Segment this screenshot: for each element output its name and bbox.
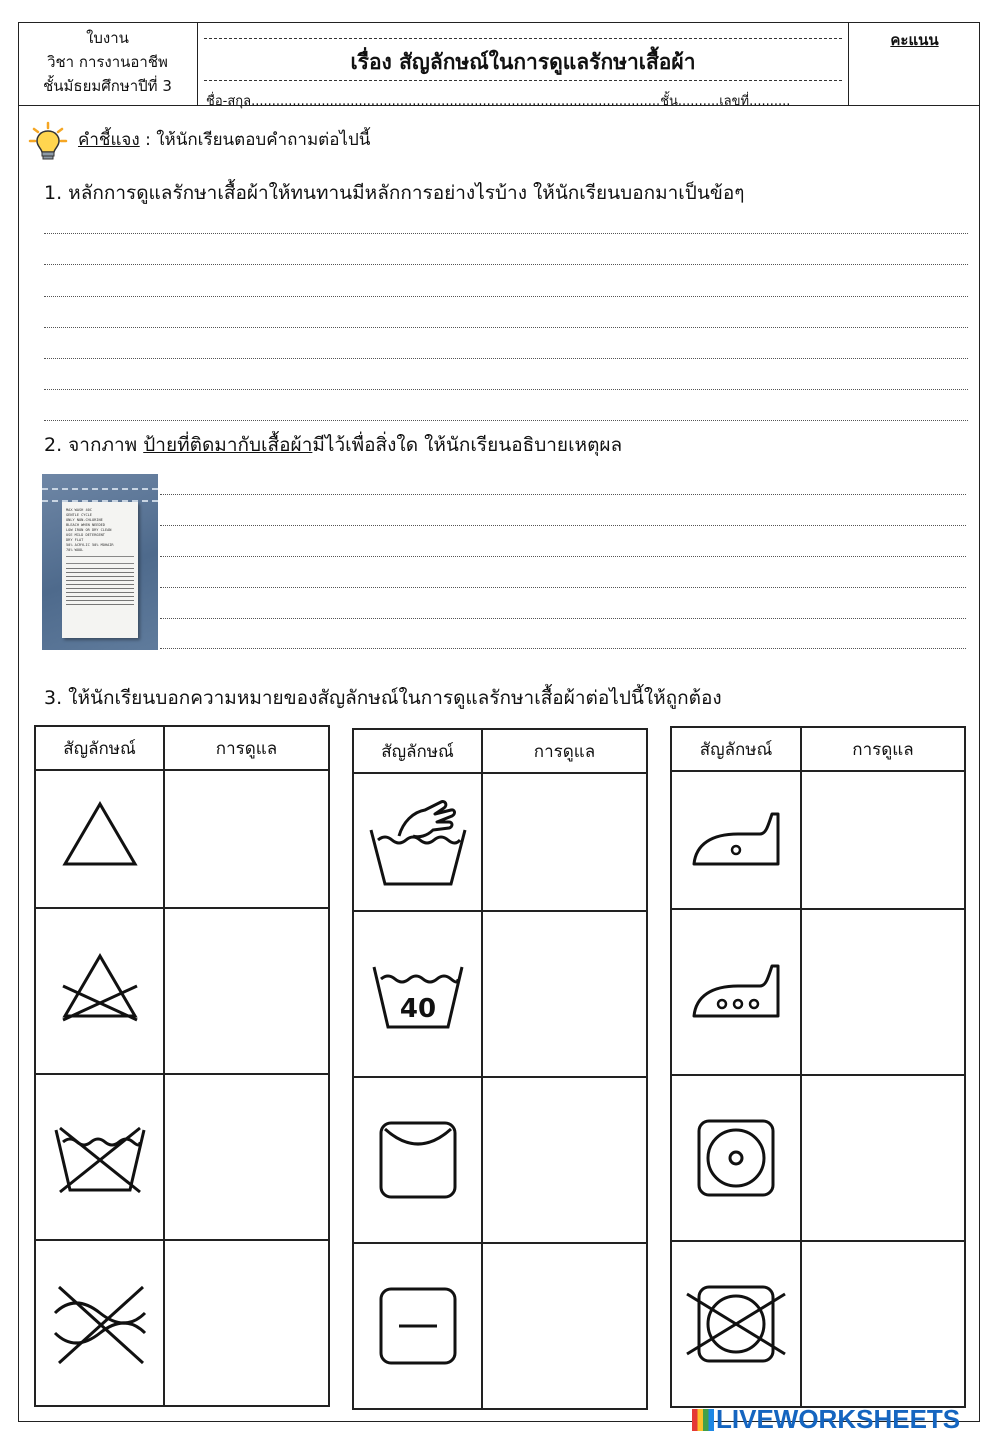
symbol-cell [35, 1074, 164, 1240]
question-2-suffix: มีไว้เพื่อสิ่งใด ให้นักเรียนอธิบายเหตุผล [312, 434, 623, 456]
subject-label: วิชา การงานอาชีพ [47, 53, 168, 71]
tag-text-line: MAX WASH 40C [66, 508, 92, 512]
symbol-table-2 [352, 728, 648, 1410]
column-header-care: การดูแล [801, 727, 965, 771]
answer-cell[interactable] [801, 771, 965, 909]
worksheet-label: ใบงาน [86, 29, 129, 47]
symbol-cell [35, 770, 164, 908]
symbol-cell [671, 909, 801, 1075]
tag-text-line: USE MILD DETERGENT [66, 533, 105, 537]
answer-cell[interactable] [482, 773, 647, 911]
hand-wash-icon [363, 792, 473, 892]
tumble-dry-icon [691, 1113, 781, 1203]
symbol-table-1 [34, 725, 330, 1407]
answer-cell[interactable] [164, 770, 329, 908]
lightbulb-icon [26, 120, 70, 164]
answer-line[interactable] [44, 420, 968, 421]
logo-text: LIVEWORKSHEETS [716, 1404, 961, 1434]
answer-cell[interactable] [482, 911, 647, 1077]
symbol-cell [353, 911, 482, 1077]
wash-40-icon [368, 949, 468, 1039]
dry-flat-icon [373, 1281, 463, 1371]
instruction-label: คำชี้แจง [78, 130, 140, 150]
tag-fine-print [66, 568, 134, 608]
do-not-tumble-dry-icon [681, 1274, 791, 1374]
answer-line[interactable] [160, 587, 966, 588]
column-header-symbol: สัญลักษณ์ [353, 729, 482, 773]
answer-line[interactable] [44, 327, 968, 328]
question-2-prefix: 2. จากภาพ [44, 434, 144, 456]
answer-line[interactable] [160, 494, 966, 495]
clothing-tag-photo [42, 474, 158, 650]
answer-cell[interactable] [164, 1074, 329, 1240]
logo-icon [692, 1409, 714, 1431]
answer-cell[interactable] [801, 909, 965, 1075]
instruction-text: : ให้นักเรียนตอบคำถามต่อไปนี้ [139, 130, 371, 150]
do-not-wash-icon [50, 1112, 150, 1202]
tag-text-line: DRY FLAT [66, 538, 84, 542]
answer-cell[interactable] [164, 1240, 329, 1406]
page-title: เรื่อง สัญลักษณ์ในการดูแลรักษาเสื้อผ้า [350, 50, 696, 74]
symbol-cell [35, 908, 164, 1074]
grade-label: ชั้นมัธยมศึกษาปีที่ 3 [43, 77, 172, 95]
iron-high-icon [686, 952, 786, 1032]
iron-low-icon [686, 800, 786, 880]
instruction [78, 126, 370, 153]
column-header-symbol: สัญลักษณ์ [35, 726, 164, 770]
question-1: 1. หลักการดูแลรักษาเสื้อผ้าให้ทนทานมีหลักการอย่างไรบ้าง ให้นักเรียนบอกมาเป็นข้อๆ [44, 182, 745, 204]
symbol-cell [671, 1075, 801, 1241]
tag-text-line: LOW IRON OR DRY CLEAN [66, 528, 112, 532]
liveworksheets-logo[interactable] [692, 1404, 960, 1435]
name-field[interactable]: ชื่อ-สกุล...................................................................................................ชั้น..........เลขที่.......... [206, 94, 791, 109]
column-header-care: การดูแล [482, 729, 647, 773]
answer-line[interactable] [44, 389, 968, 390]
no-bleach-icon [55, 946, 145, 1036]
column-header-care: การดูแล [164, 726, 329, 770]
answer-cell[interactable] [801, 1241, 965, 1407]
question-2-underlined: ป้ายที่ติดมากับเสื้อผ้า [143, 434, 313, 456]
answer-line[interactable] [44, 358, 968, 359]
answer-line[interactable] [160, 618, 966, 619]
symbol-cell [35, 1240, 164, 1406]
stitching [42, 488, 158, 502]
worksheet-info-box [18, 22, 198, 106]
dashed-divider [204, 80, 842, 81]
tag-symbols [66, 556, 134, 564]
tag-text-line: ONLY NON-CHLORINE [66, 518, 103, 522]
answer-line[interactable] [44, 296, 968, 297]
tag-text-line: 70% WOOL [66, 548, 84, 552]
symbol-cell [353, 773, 482, 911]
column-header-symbol: สัญลักษณ์ [671, 727, 801, 771]
tag-text-line: 50% ACRYLIC 50% MOHAIR [66, 543, 114, 547]
header-divider [198, 105, 848, 106]
symbol-cell [671, 1241, 801, 1407]
question-3: 3. ให้นักเรียนบอกความหมายของสัญลักษณ์ในการดูแลรักษาเสื้อผ้าต่อไปนี้ให้ถูกต้อง [44, 687, 722, 709]
answer-line[interactable] [160, 556, 966, 557]
answer-cell[interactable] [801, 1075, 965, 1241]
score-box[interactable] [848, 22, 980, 106]
title-box [198, 22, 848, 109]
answer-line[interactable] [160, 525, 966, 526]
symbol-cell [353, 1077, 482, 1243]
question-2 [44, 430, 622, 460]
answer-cell[interactable] [482, 1077, 647, 1243]
answer-line[interactable] [160, 648, 966, 649]
line-dry-icon [373, 1115, 463, 1205]
answer-line[interactable] [44, 233, 968, 234]
bleach-triangle-icon [55, 794, 145, 884]
dashed-divider [204, 38, 842, 39]
symbol-table-3 [670, 726, 966, 1408]
tag-text-line: BLEACH WHEN NEEDED [66, 523, 105, 527]
answer-cell[interactable] [482, 1243, 647, 1409]
symbol-cell [353, 1243, 482, 1409]
wash-temperature: 40 [399, 994, 436, 1024]
answer-cell[interactable] [164, 908, 329, 1074]
tag-text-line: GENTLE CYCLE [66, 513, 92, 517]
answer-line[interactable] [44, 264, 968, 265]
symbol-cell [671, 771, 801, 909]
score-label: คะแนน [890, 31, 939, 49]
do-not-wring-icon [45, 1273, 155, 1373]
care-tag [62, 502, 138, 638]
